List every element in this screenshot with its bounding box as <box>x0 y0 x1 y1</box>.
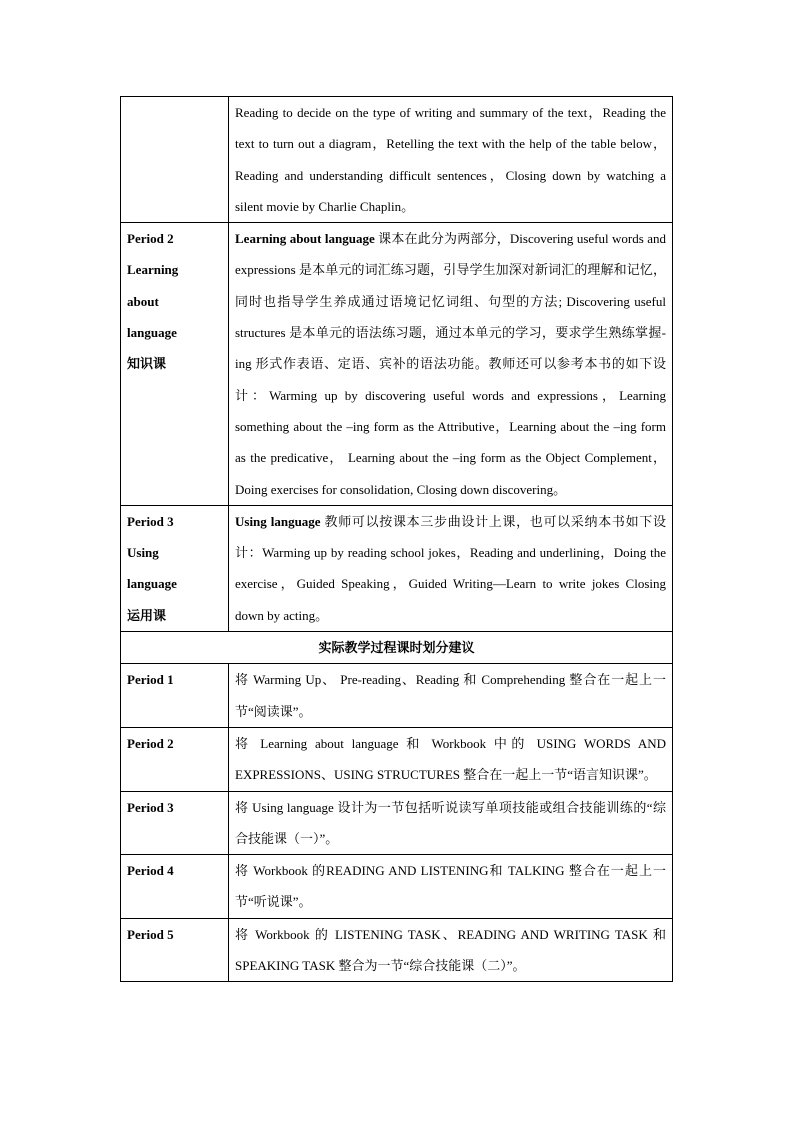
table-row <box>121 223 673 506</box>
period-suggestion: 将 Workbook 的 LISTENING TASK、READING AND WRITING TASK 和 SPEAKING TASK 整合为一节“综合技能课（二）”。 <box>229 918 673 982</box>
period-description-text: Reading to decide on the type of writing and summary of the text，Reading the text to turn out a diagram，Retelling the text with the help of the table below，Reading and understanding difficult sentences，Closing down by watching a silent movie by Charlie Chaplin。 <box>235 105 666 214</box>
period-description-text: 课本在此分为两部分，Discovering useful words and expressions 是本单元的词汇练习题，引导学生加深对新词汇的理解和记忆，同时也指导学生养成通过语境记忆词组、句型的方法; Discovering useful structures 是本单元的语法练习题，通过本单元的学习，要求学生熟练掌握-ing 形式作表语、定语、宾补的语法功能。教师还可以参考本书的如下设计：Warming up by discovering useful words and expressions，Learning something about the –ing form as the Attributive，Learning about the –ing form as the predicative， Learning about the –ing form as the Object Complement，Doing exercises for consolidation, Closing down discovering。 <box>235 231 667 497</box>
section-header-row <box>121 632 673 664</box>
period-label: Period 5 <box>121 918 229 982</box>
lesson-plan-table <box>120 96 673 982</box>
table-row <box>121 918 673 982</box>
period-label: Period 1 <box>121 664 229 728</box>
period-description <box>229 97 673 223</box>
period-label: Period 4 <box>121 855 229 919</box>
period-suggestion: 将 Learning about language 和 Workbook 中的 USING WORDS AND EXPRESSIONS、USING STRUCTURES 整合在一起上一节“语言知识课”。 <box>229 727 673 791</box>
period-description <box>229 505 673 631</box>
table-row <box>121 664 673 728</box>
period-label: Period 3 <box>121 791 229 855</box>
table-row <box>121 791 673 855</box>
table-row <box>121 855 673 919</box>
period-suggestion: 将 Using language 设计为一节包括听说读写单项技能或组合技能训练的“综合技能课（一）”。 <box>229 791 673 855</box>
period-label: Period 2 Learning about language 知识课 <box>121 223 229 506</box>
section-title: 实际教学过程课时划分建议 <box>121 632 673 664</box>
period-suggestion: 将 Warming Up、 Pre-reading、Reading 和 Comprehending 整合在一起上一节“阅读课”。 <box>229 664 673 728</box>
table-row <box>121 505 673 631</box>
period-label <box>121 97 229 223</box>
period-description <box>229 223 673 506</box>
period-suggestion: 将 Workbook 的READING AND LISTENING和 TALKING 整合在一起上一节“听说课”。 <box>229 855 673 919</box>
period-label: Period 2 <box>121 727 229 791</box>
period-description-text: 教师可以按课本三步曲设计上课，也可以采纳本书如下设计：Warming up by reading school jokes，Reading and underlining，Doing the exercise，Guided Speaking，Guided Writing—Learn to write jokes Closing down by acting。 <box>235 513 666 623</box>
period-lead: Learning about language <box>235 231 375 247</box>
table-row <box>121 97 673 223</box>
period-label: Period 3 Using language 运用课 <box>121 505 229 631</box>
table-row <box>121 727 673 791</box>
period-lead: Using language <box>235 513 321 529</box>
